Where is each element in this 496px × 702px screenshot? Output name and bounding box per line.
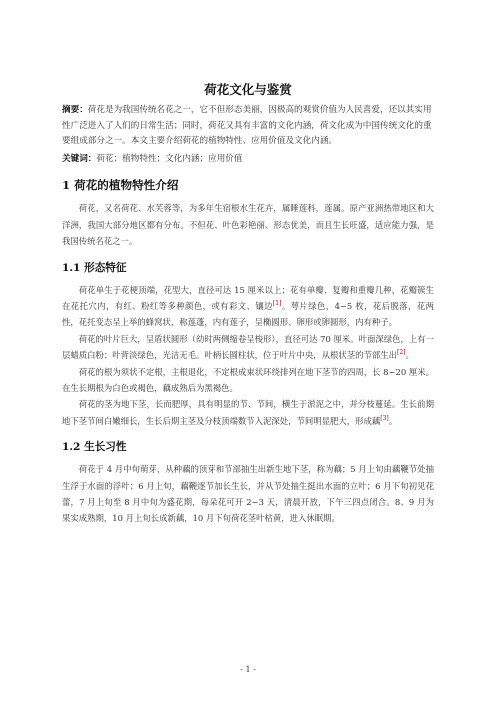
page-number: - 1 - [240,665,256,674]
section-1-1-paragraph-1 [62,282,434,331]
keywords [62,152,434,168]
keywords-text: 荷花；植物特性；文化内涵；应用价值 [96,153,243,164]
section-1-2-heading: 1.2 生长习性 [62,441,127,454]
document-body [62,103,434,527]
paragraph-text: 。 [388,415,398,426]
abstract-label: 摘要： [62,105,88,115]
paragraph-text: 。萼片绿色，4~5 枚，花后脱落，花两性，花托变态呈上举的蜂窝状，称莲蓬，内有莲子，呈椭圆形、卵形或卵圆形，内有种子。 [62,301,434,328]
paragraph-text: 荷花的茎为地下茎，长而肥厚，具有明显的节、节间，横生于淤泥之中，并分枝蔓延。生长前期地下茎节间白嫩细长，生长后期主茎及分枝顶端数节入泥深处，节间明显肥大，形成藕 [62,399,434,426]
paragraph-text: 荷花单生于花梗顶端，花型大，直径可达 15 厘米以上；花有单瓣、复瓣和重瓣几种，花瓣簇生在花托穴内，有红、粉红等多种颜色，或有彩文、镶边 [62,284,434,311]
abstract [62,103,434,150]
document-title: 荷花文化与鉴赏 [204,82,292,97]
citation-1-link[interactable]: [1] [272,300,282,308]
paragraph-text: 。 [405,350,414,361]
citation-2-link[interactable]: [2] [397,349,406,357]
citation-3-link[interactable]: [3] [380,415,389,423]
paragraph-text: 荷花的叶片巨大，呈盾状圆形（幼时两侧缩卷呈梭形），直径可达 70 厘米。叶面深绿色，上有一层蜡质白粉；叶背淡绿色，光洁无毛。叶柄长圆柱状，位于叶片中央，从根状茎的节部生出 [62,333,434,361]
section-1-heading: 1 荷花的植物特性介绍 [62,178,179,193]
section-1-paragraph: 荷花，又名荷花、水芙蓉等，为多年生宿根水生花卉，属睡莲科，莲属。原产亚洲热带地区和大洋洲，我国大部分地区都有分布。不但花、叶色彩艳丽、形态优美，而且生长旺盛，适应能力强，是我国传统名花之一。 [62,203,434,247]
section-1-2-paragraph: 荷花于 4 月中旬萌芽，从种藕的顶芽和节部抽生出新生地下茎，称为藕；5 月上旬由藕鞭节处抽生浮于水面的浮叶；6 月上旬，藕鞭逐节加长生长，并从节处抽生挺出水面的立叶；6 月下旬初见花蕾，7 月上旬至 8 月中旬为盛花期，每朵花可开 2~3 天，清晨开放，下午三四点闭合。8、9 月为果实成熟期，10 月上旬长成新藕，10 月下旬荷花茎叶枯黄，进入休眠期。 [62,464,434,524]
keywords-label: 关键词： [62,153,97,164]
section-1-1-heading: 1.1 形态特征 [62,261,127,274]
section-1-1-paragraph-3: 荷花的根为须状不定根，主根退化，不定根成束状环绕排列在地下茎节的四周，长 8~20 厘米。在生长期根为白色或褐色，藕成熟后为黑褐色。 [62,366,434,394]
abstract-text: 荷花是为我国传统名花之一，它不但形态美丽，因极高的观赏价值为人民喜爱，还以其实用性广泛进入了人们的日常生活；同时，荷花又具有丰富的文化内涵，荷文化成为中国传统文化的重要组成部分之一。本文主要介绍荷花的植物特性、应用价值及文化内涵。 [62,105,432,147]
section-1-1-paragraph-4 [62,396,434,429]
section-1-1-paragraph-2 [62,331,434,364]
